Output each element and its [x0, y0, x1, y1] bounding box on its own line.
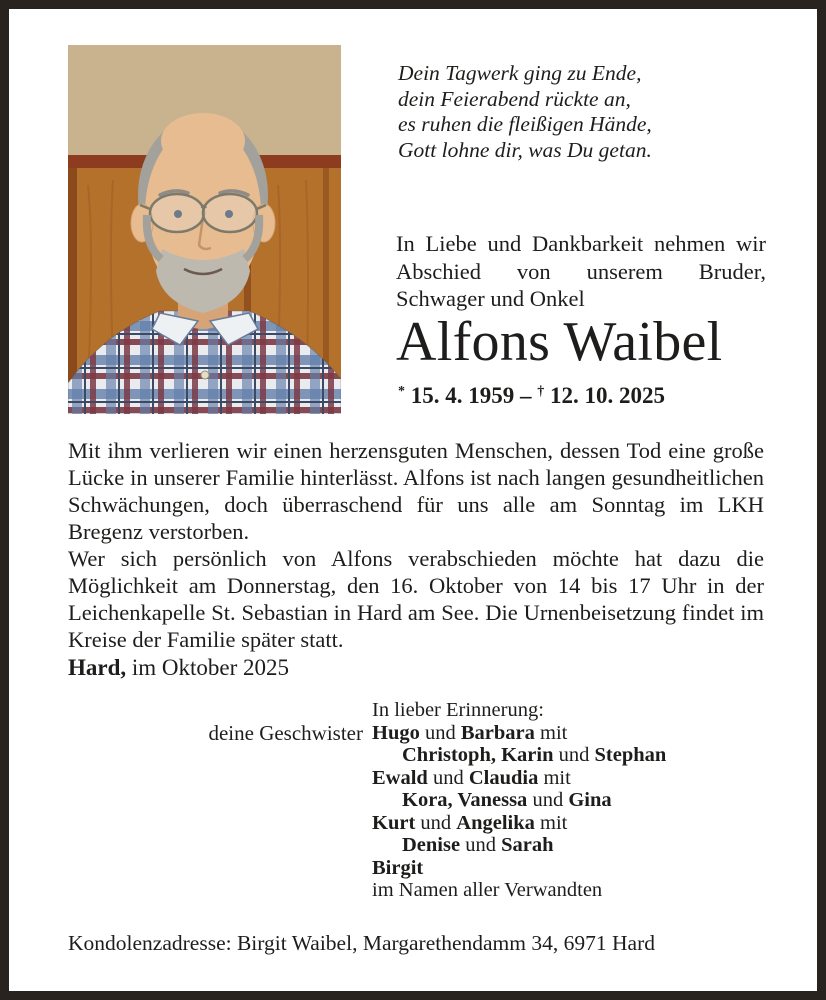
- poem-line: dein Feierabend rückte an,: [398, 86, 631, 111]
- birth-date: 15. 4. 1959: [405, 383, 520, 408]
- condolence-address: Kondolenzadresse: Birgit Waibel, Margarethendamm 34, 6971 Hard: [68, 931, 655, 955]
- memorial-lines: [372, 722, 666, 902]
- death-symbol: †: [537, 384, 545, 399]
- place-date-line: [68, 655, 289, 681]
- memorial-line: Christoph, Karin und Stephan: [402, 744, 667, 766]
- memorial-line: Birgit: [372, 856, 424, 879]
- introduction-text: In Liebe und Dankbarkeit nehmen wir Abschied von unserem Bruder, Schwager und Onkel: [396, 231, 766, 311]
- poem-line: es ruhen die fleißigen Hände,: [398, 112, 652, 136]
- poem-line: Gott lohne dir, was Du getan.: [398, 137, 652, 162]
- memorial-heading: In lieber Erinnerung:: [372, 699, 544, 721]
- memorial-line: Kora, Vanessa und Gina: [402, 789, 612, 811]
- memorial-line: Kurt und Angelika mit: [372, 811, 568, 834]
- memorial-block: [208, 699, 667, 902]
- birth-symbol: *: [398, 384, 405, 399]
- obituary-paragraph-1: Mit ihm verlieren wir einen herzensguten Menschen, dessen Tod eine große Lücke in unserer Familie hinterlässt. Alfons ist nach langen gesundheitlichen Schwächungen, doch überraschend für uns alle am Sonntag im LKH Bregenz verstorben.: [68, 438, 764, 544]
- death-date: 12. 10. 2025: [544, 383, 665, 408]
- poem-line: Dein Tagwerk ging zu Ende,: [398, 61, 642, 85]
- memorial-line: Denise und Sarah: [402, 834, 554, 856]
- deceased-name: Alfons Waibel: [396, 311, 723, 373]
- shirt-button: [201, 371, 209, 379]
- obituary-paragraph-2: Wer sich persönlich von Alfons verabschieden möchte hat dazu die Möglichkeit am Donnerstag, den 16. Oktober von 14 bis 17 Uhr in der Leichenkapelle St. Sebastian in Hard am See. Die Urnenbeisetzung findet im Kreise der Familie später statt.: [68, 546, 764, 652]
- portrait-photo: [68, 45, 341, 414]
- memorial-line: Hugo und Barbara mit: [372, 721, 568, 744]
- bald-crown: [161, 113, 245, 169]
- date-text: im Oktober 2025: [126, 655, 290, 680]
- memorial-poem: [398, 61, 652, 163]
- memorial-line: Ewald und Claudia mit: [372, 766, 571, 789]
- dates-separator: –: [520, 383, 538, 408]
- place-name: Hard,: [68, 655, 127, 680]
- life-dates: [398, 383, 665, 409]
- memorial-line: im Namen aller Verwandten: [372, 879, 603, 901]
- relation-label: deine Geschwister: [208, 720, 363, 745]
